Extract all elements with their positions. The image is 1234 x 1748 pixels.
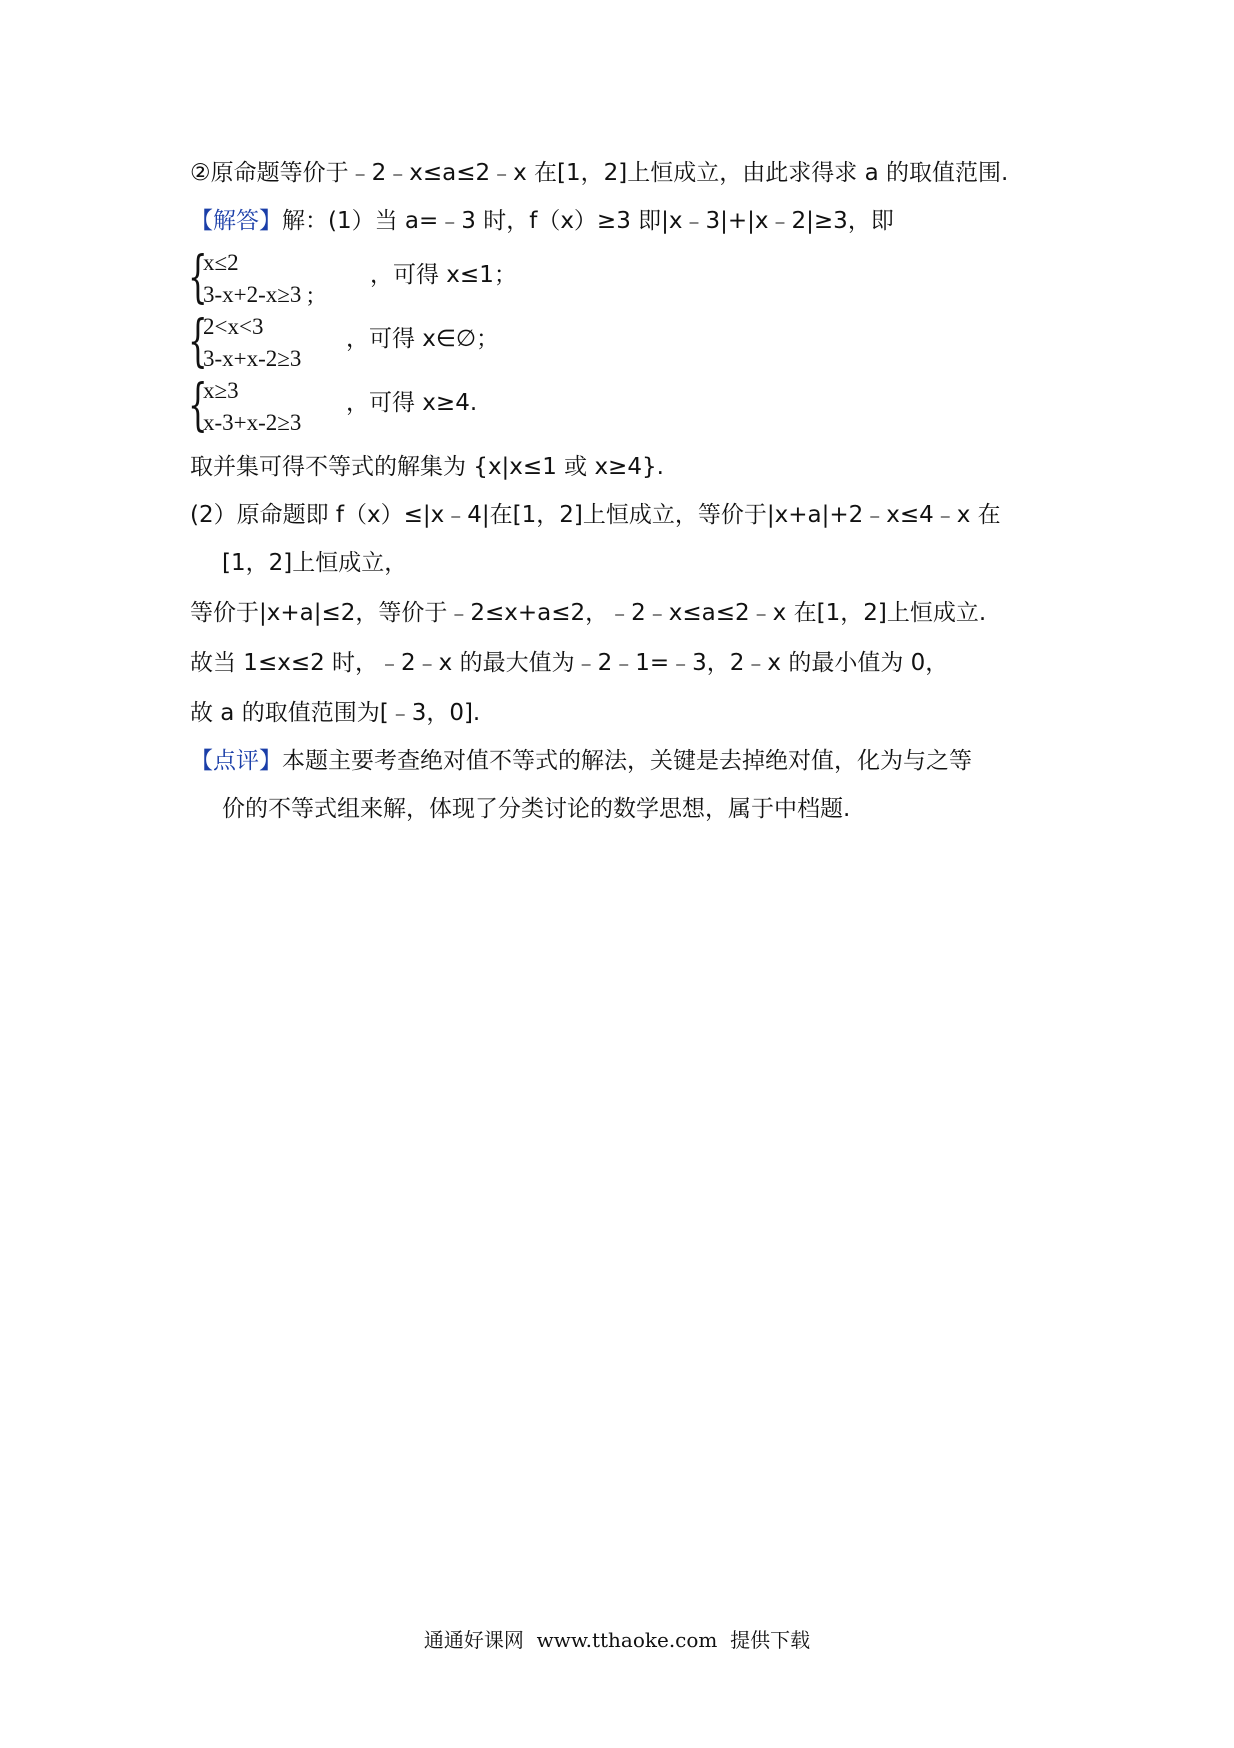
brace-icon: { [188, 245, 208, 310]
system-1-eq1: x≤2 [203, 250, 239, 275]
answer-tag: 【解答】 [190, 208, 282, 234]
brace-icon: { [188, 309, 208, 374]
part2-line-2: [1，2]上恒成立， [222, 550, 408, 576]
part2-line-1: (2）原命题即 f（x）≤|x﹣4|在[1，2]上恒成立，等价于|x+a|+2﹣x≤4﹣x 在 [190, 502, 1001, 528]
system-1-eq2: 3-x+2-x≥3 ; [203, 282, 314, 307]
system-2-result: ，可得 x∈∅； [346, 326, 499, 352]
page-footer: 通通好课网 www.tthaoke.com 提供下载 [423, 1628, 811, 1652]
intro-line: ②原命题等价于﹣2﹣x≤a≤2﹣x 在[1，2]上恒成立，由此求得求 a 的取值范围. [190, 160, 1009, 186]
system-3-eq2: x-3+x-2≥3 [203, 410, 302, 435]
brace-icon: { [188, 373, 208, 438]
case-system-1 [188, 245, 568, 310]
part2-line-4: 故当 1≤x≤2 时，﹣2﹣x 的最大值为﹣2﹣1=﹣3，2﹣x 的最小值为 0， [190, 650, 949, 676]
case-system-3 [188, 373, 568, 438]
part2-line-3: 等价于|x+a|≤2，等价于﹣2≤x+a≤2，﹣2﹣x≤a≤2﹣x 在[1，2]上恒成立. [190, 600, 987, 626]
system-3-result: ，可得 x≥4. [346, 390, 478, 416]
answer-text: 解：(1）当 a=﹣3 时，f（x）≥3 即|x﹣3|+|x﹣2|≥3，即 [282, 208, 894, 234]
system-1-result: ，可得 x≤1； [370, 262, 517, 288]
case-system-2 [188, 309, 568, 374]
system-2-eq2: 3-x+x-2≥3 [203, 346, 302, 371]
comment-text-1: 本题主要考查绝对值不等式的解法，关键是去掉绝对值，化为与之等 [282, 748, 972, 774]
union-line: 取并集可得不等式的解集为 {x|x≤1 或 x≥4}. [190, 454, 664, 480]
system-3-eq1: x≥3 [203, 378, 239, 403]
system-2-eq1: 2<x<3 [203, 314, 264, 339]
part2-line-5: 故 a 的取值范围为[﹣3，0]. [190, 700, 481, 726]
comment-line-1 [190, 746, 972, 776]
answer-line [190, 206, 894, 236]
comment-tag: 【点评】 [190, 748, 282, 774]
comment-line-2: 价的不等式组来解，体现了分类讨论的数学思想，属于中档题. [222, 796, 851, 822]
